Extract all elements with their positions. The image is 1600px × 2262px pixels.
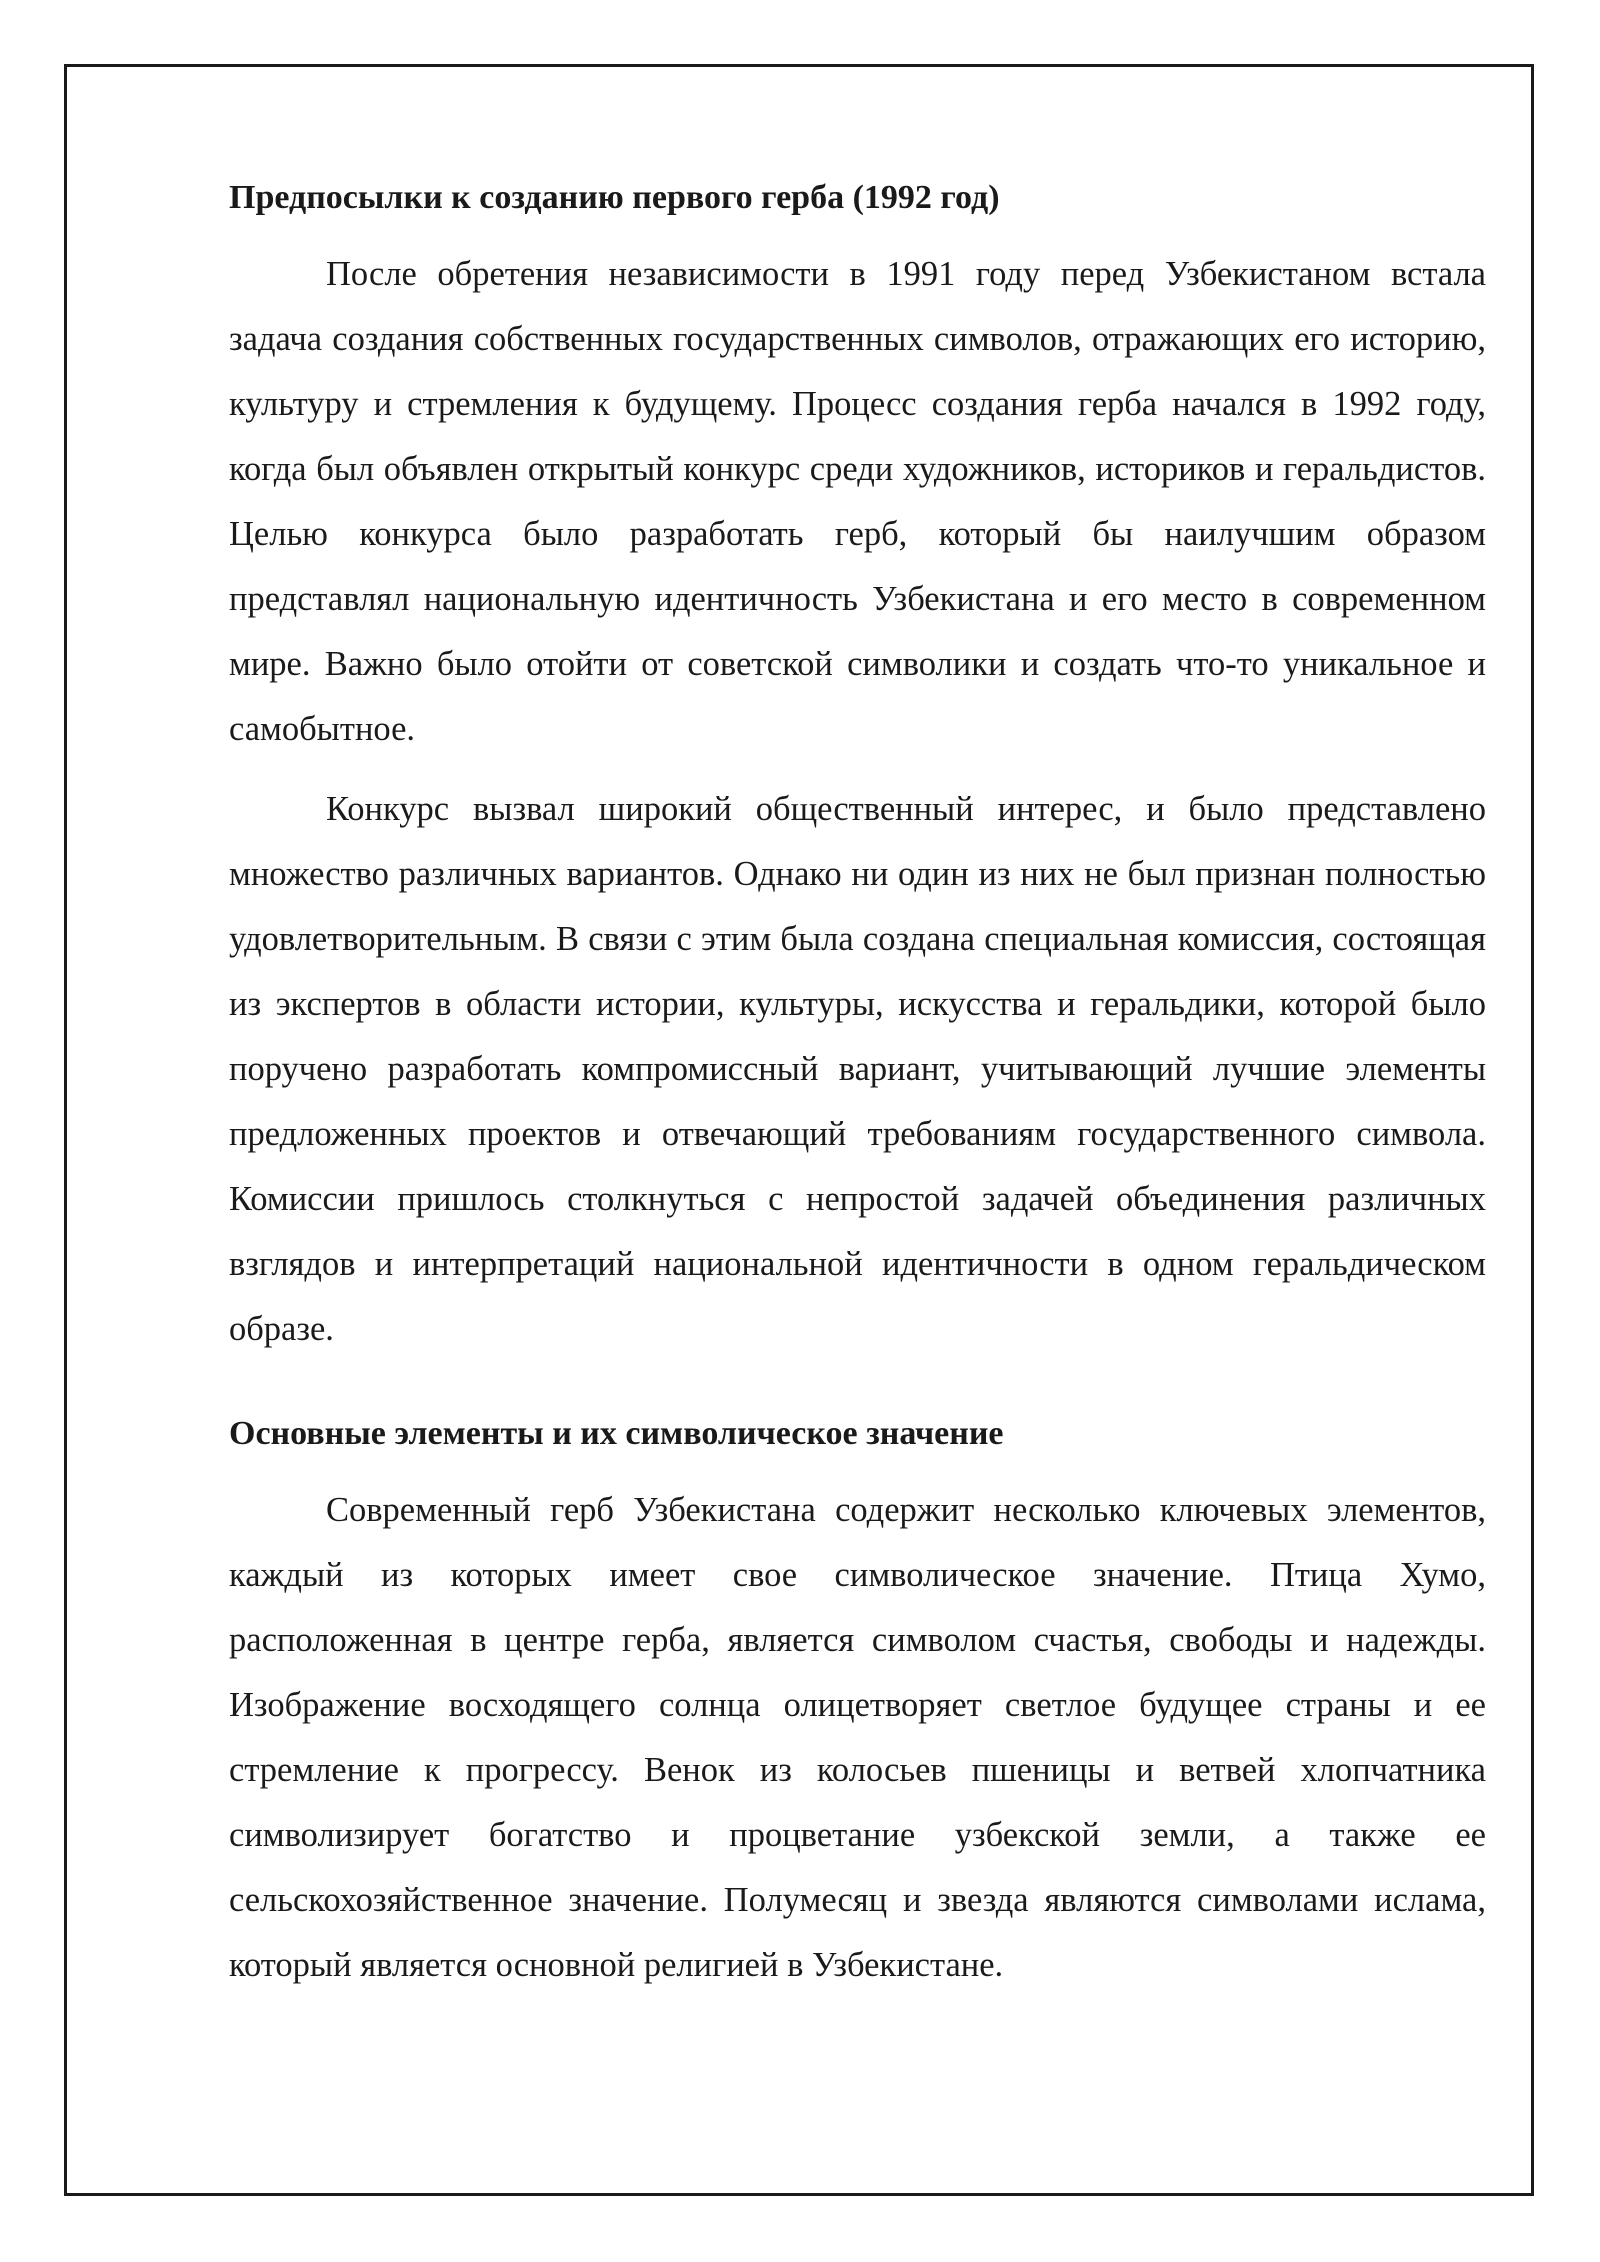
section-heading-first-emblem: Предпосылки к созданию первого герба (1992 год) bbox=[229, 179, 1000, 216]
document-body bbox=[229, 172, 1486, 2013]
paragraph-symbolism: Современный герб Узбекистана содержит несколько ключевых элементов, каждый из которых имеет свое символическое значение. Птица Хумо, расположенная в центре герба, является символом счастья, свободы и надежды. Изображение восходящего солнца олицетворяет светлое будущее страны и ее стремление к прогрессу. Венок из колосьев пшеницы и ветвей хлопчатника символизирует богатство и процветание узбекской земли, а также ее сельскохозяйственное значение. Полумесяц и звезда являются символами ислама, который является основной религией в Узбекистане. bbox=[229, 1491, 1486, 1984]
paragraph-contest: Конкурс вызвал широкий общественный интерес, и было представлено множество различных вариантов. Однако ни один из них не был признан полностью удовлетворительным. В связи с этим была создана специальная комиссия, состоящая из экспертов в области истории, культуры, искусства и геральдики, которой было поручено разработать компромиссный вариант, учитывающий лучшие элементы предложенных проектов и отвечающий требованиям государственного символа. Комиссии пришлось столкнуться с непростой задачей объединения различных взглядов и интерпретаций национальной идентичности в одном геральдическом образе. bbox=[229, 790, 1486, 1348]
paragraph-independence: После обретения независимости в 1991 году перед Узбекистаном встала задача создания собственных государственных символов, отражающих его историю, культуру и стремления к будущему. Процесс создания герба начался в 1992 году, когда был объявлен открытый конкурс среди художников, историков и геральдистов. Целью конкурса было разработать герб, который бы наилучшим образом представлял национальную идентичность Узбекистана и его место в современном мире. Важно было отойти от советской символики и создать что-то уникальное и самобытное. bbox=[229, 255, 1486, 748]
section-heading-elements: Основные элементы и их символическое значение bbox=[229, 1415, 1004, 1452]
